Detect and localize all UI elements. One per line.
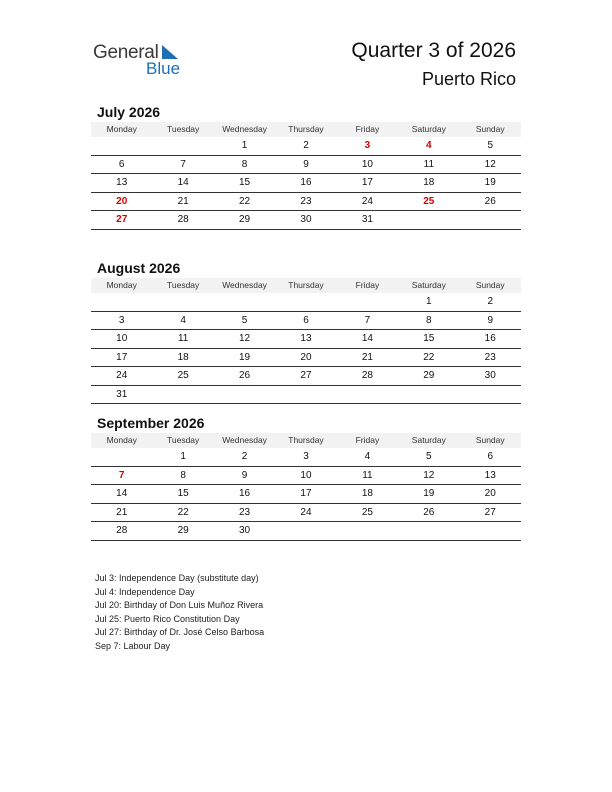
day-cell: 14	[361, 333, 373, 344]
day-cell: 4	[364, 451, 371, 462]
weekday-label: Thursday	[288, 280, 324, 290]
month-calendar	[91, 413, 521, 541]
day-cell	[337, 293, 398, 311]
day-cell: 24	[116, 370, 128, 381]
weekday-label: Thursday	[288, 124, 324, 134]
week-row	[91, 211, 521, 230]
day-cell: 26	[484, 195, 496, 207]
weekday-label: Friday	[355, 124, 380, 134]
month-calendar	[91, 102, 521, 230]
day-cell: 23	[300, 195, 312, 207]
day-cell: 14	[177, 177, 189, 188]
holiday-note: Sep 7: Labour Day	[95, 640, 171, 651]
week-row	[91, 312, 521, 331]
day-cell	[337, 522, 398, 540]
month-title: September 2026	[97, 415, 205, 431]
day-cell: 15	[423, 333, 435, 344]
day-cell: 11	[423, 158, 435, 170]
month-title: July 2026	[97, 104, 161, 120]
week-row	[91, 448, 521, 467]
day-cell: 10	[116, 333, 128, 344]
week-row	[91, 467, 521, 486]
day-cell: 17	[116, 351, 128, 363]
day-cell: 1	[180, 451, 186, 462]
day-cell: 12	[423, 469, 435, 481]
day-cell	[398, 211, 459, 229]
holiday-notes	[95, 572, 264, 653]
day-cell	[460, 211, 521, 229]
day-cell: 23	[238, 506, 251, 518]
day-cell	[275, 522, 336, 540]
day-cell: 2	[487, 296, 494, 307]
day-cell: 22	[423, 351, 435, 363]
week-row	[91, 156, 521, 175]
holiday-note: Jul 25: Puerto Rico Constitution Day	[95, 613, 240, 624]
day-cell: 15	[177, 488, 189, 499]
day-cell: 12	[484, 158, 496, 170]
week-row	[91, 193, 521, 212]
month-calendar	[91, 258, 521, 404]
day-cell: 26	[238, 370, 251, 381]
day-cell: 20	[484, 488, 496, 499]
weekday-label: Sunday	[475, 435, 505, 445]
weekday-label: Friday	[355, 435, 380, 445]
day-cell: 13	[300, 333, 312, 344]
day-cell: 11	[177, 333, 189, 344]
logo-blue-text: Blue	[146, 59, 181, 78]
day-cell: 8	[180, 469, 186, 481]
weekday-label: Thursday	[288, 435, 324, 445]
title-block	[351, 38, 516, 91]
region-name: Puerto Rico	[421, 69, 516, 89]
day-cell: 19	[484, 177, 496, 188]
week-row	[91, 504, 521, 523]
weekday-header-row	[91, 433, 521, 448]
day-cell	[275, 293, 336, 311]
weekday-header-row	[91, 278, 521, 293]
day-cell: 18	[423, 177, 435, 188]
day-cell	[214, 386, 275, 404]
day-cell: 16	[300, 177, 312, 188]
day-cell: 9	[303, 158, 309, 170]
day-cell: 13	[484, 469, 496, 481]
day-cell: 2	[241, 451, 248, 462]
day-cell: 5	[487, 140, 494, 151]
day-cell: 21	[177, 195, 189, 207]
day-cell: 19	[238, 351, 251, 363]
day-cell: 30	[238, 525, 251, 536]
week-row	[91, 386, 521, 405]
day-cell: 22	[238, 195, 251, 207]
day-cell: 27	[300, 370, 312, 381]
day-cell: 27	[484, 506, 496, 518]
day-cell: 7	[180, 158, 186, 170]
day-cell: 3	[118, 314, 125, 326]
day-cell: 10	[361, 158, 373, 170]
day-cell: 16	[484, 333, 496, 344]
day-cell: 31	[116, 388, 128, 400]
day-cell: 18	[177, 351, 189, 363]
week-row	[91, 485, 521, 504]
week-row	[91, 330, 521, 349]
logo	[93, 42, 193, 82]
day-cell: 21	[116, 506, 128, 518]
day-cell	[91, 293, 152, 311]
weekday-label: Wednesday	[222, 435, 267, 445]
weekday-label: Saturday	[411, 435, 446, 445]
day-cell: 2	[303, 140, 309, 151]
day-cell	[91, 448, 152, 466]
day-cell: 17	[300, 488, 312, 499]
holiday-note: Jul 4: Independence Day	[95, 586, 195, 597]
holiday-note: Jul 27: Birthday of Dr. José Celso Barbosa	[95, 627, 265, 637]
weekday-label: Monday	[106, 435, 137, 445]
day-cell: 25	[177, 370, 189, 381]
day-cell: 28	[177, 214, 189, 225]
day-cell: 9	[241, 469, 248, 481]
day-cell: 6	[303, 314, 309, 326]
day-cell: 3	[364, 140, 371, 151]
day-cell: 1	[241, 140, 248, 151]
day-cell	[91, 137, 152, 155]
day-cell: 5	[241, 314, 248, 326]
day-cell: 16	[238, 488, 251, 499]
weekday-label: Saturday	[411, 124, 446, 134]
day-cell: 21	[361, 351, 373, 363]
day-cell: 25	[423, 195, 435, 207]
day-cell	[398, 386, 459, 404]
day-cell: 31	[361, 214, 373, 225]
day-cell	[460, 522, 521, 540]
day-cell	[152, 137, 213, 155]
day-cell: 20	[300, 351, 312, 363]
day-cell: 24	[361, 195, 373, 207]
day-cell: 9	[487, 314, 494, 326]
day-cell: 17	[361, 177, 373, 188]
weekday-label: Tuesday	[166, 435, 200, 445]
weekday-label: Tuesday	[166, 124, 200, 134]
day-cell: 29	[238, 214, 251, 225]
week-row	[91, 293, 521, 312]
day-cell: 8	[241, 158, 248, 170]
day-cell: 20	[116, 195, 128, 207]
day-cell: 4	[426, 140, 432, 151]
day-cell	[214, 293, 275, 311]
day-cell	[398, 522, 459, 540]
week-row	[91, 522, 521, 541]
weekday-label: Monday	[106, 124, 137, 134]
day-cell	[460, 386, 521, 404]
day-cell: 5	[426, 451, 432, 462]
day-cell: 13	[116, 177, 128, 188]
weekday-header-row	[91, 122, 521, 137]
weekday-label: Monday	[106, 280, 137, 290]
day-cell: 1	[426, 296, 432, 307]
day-cell	[152, 386, 213, 404]
day-cell: 4	[180, 314, 186, 326]
day-cell: 3	[303, 451, 309, 462]
day-cell: 8	[426, 314, 432, 326]
day-cell: 7	[118, 469, 125, 481]
weekday-label: Tuesday	[166, 280, 200, 290]
weekday-label: Wednesday	[222, 124, 267, 134]
day-cell: 30	[484, 370, 496, 381]
day-cell: 10	[300, 469, 312, 481]
day-cell: 28	[361, 370, 373, 381]
weekday-label: Sunday	[475, 280, 505, 290]
day-cell	[275, 386, 336, 404]
weekday-label: Friday	[355, 280, 380, 290]
day-cell: 27	[116, 214, 128, 225]
day-cell: 14	[116, 488, 128, 499]
day-cell: 23	[484, 351, 496, 363]
weekday-label: Wednesday	[222, 280, 267, 290]
week-row	[91, 137, 521, 156]
day-cell: 29	[177, 525, 189, 536]
day-cell: 15	[238, 177, 251, 188]
day-cell: 12	[238, 333, 251, 344]
logo-triangle-icon	[162, 45, 178, 59]
day-cell: 22	[177, 506, 189, 518]
day-cell	[337, 386, 398, 404]
page-title: Quarter 3 of 2026	[351, 39, 516, 62]
day-cell: 6	[118, 158, 125, 170]
week-row	[91, 174, 521, 193]
holiday-note: Jul 3: Independence Day (substitute day)	[95, 573, 259, 583]
day-cell: 24	[300, 506, 312, 518]
day-cell: 29	[423, 370, 435, 381]
weekday-label: Sunday	[475, 124, 505, 134]
day-cell: 28	[116, 525, 128, 536]
day-cell: 7	[364, 314, 371, 326]
week-row	[91, 367, 521, 386]
day-cell: 25	[361, 506, 373, 518]
month-title: August 2026	[97, 260, 181, 276]
day-cell	[152, 293, 213, 311]
day-cell: 19	[423, 488, 435, 499]
day-cell: 18	[361, 488, 373, 499]
day-cell: 26	[423, 506, 435, 518]
day-cell: 6	[487, 451, 494, 462]
weekday-label: Saturday	[411, 280, 446, 290]
day-cell: 11	[362, 469, 373, 481]
week-row	[91, 349, 521, 368]
logo-general-text: General	[93, 42, 159, 63]
day-cell: 30	[300, 214, 312, 225]
holiday-note: Jul 20: Birthday of Don Luis Muñoz Rivera	[95, 600, 264, 610]
